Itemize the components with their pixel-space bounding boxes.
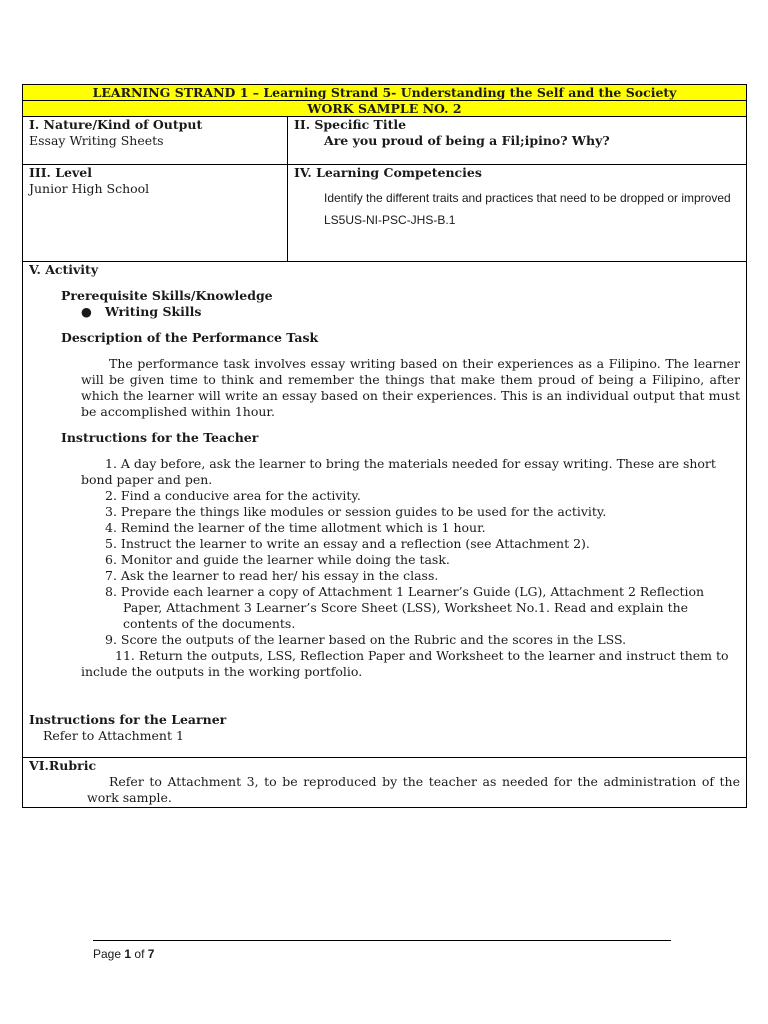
rubric-text: Refer to Attachment 3, to be reproduced by the teacher as needed for the administration of the work sample. [87, 774, 741, 805]
teacher-item: 2. Find a conducive area for the activity. [105, 488, 361, 503]
teacher-item: 1. A day before, ask the learner to bring the materials needed for essay writing. These are short bond paper and pen. [81, 456, 716, 487]
teacher-item: 11. Return the outputs, LSS, Reflection Paper and Worksheet to the learner and instruct them to include the outputs in the working portfolio. [81, 648, 729, 679]
teacher-item: 9. Score the outputs of the learner based on the Rubric and the scores in the LSS. [105, 632, 627, 647]
page-total: 7 [147, 947, 155, 961]
teacher-item: 3. Prepare the things like modules or session guides to be used for the activity. [105, 504, 607, 519]
description-text: The performance task involves essay writing based on their experiences as a Filipino. The learner will be given time to think and remember the things that make them proud of being a Filipino, after which the learner will write an essay based on their experiences. This is an individual output that must be accomplished within 1hour. [81, 356, 741, 419]
teacher-item: 5. Instruct the learner to write an essay and a reflection (see Attachment 2). [105, 536, 590, 551]
nature-cell [23, 117, 288, 165]
learner-instructions-heading: Instructions for the Learner [29, 712, 227, 727]
competencies-text: Identify the different traits and practices that need to be dropped or improved [324, 191, 731, 205]
competencies-cell [288, 165, 747, 262]
bullet-icon: ● [81, 304, 105, 319]
page-footer [93, 940, 671, 961]
learner-instructions-text: Refer to Attachment 1 [43, 728, 184, 743]
title-heading: II. Specific Title [294, 117, 407, 132]
title-value: Are you proud of being a Fil;ipino? Why? [324, 133, 610, 148]
prereq-item [29, 304, 740, 320]
of-label: of [134, 947, 145, 961]
page-number [93, 947, 671, 961]
rubric-heading: VI.Rubric [29, 758, 97, 773]
teacher-item: 7. Ask the learner to read her/ his essay in the class. [105, 568, 439, 583]
teacher-instructions-list [29, 456, 740, 680]
page-current: 1 [124, 947, 132, 961]
title-cell [288, 117, 747, 165]
work-sample-document [22, 84, 746, 808]
work-sample-number: WORK SAMPLE NO. 2 [23, 101, 747, 117]
footer-divider [93, 940, 671, 941]
activity-heading: V. Activity [29, 262, 99, 277]
learning-strand-header: LEARNING STRAND 1 – Learning Strand 5- Understanding the Self and the Society [23, 85, 747, 101]
level-heading: III. Level [29, 165, 92, 180]
page-label: Page [93, 947, 122, 961]
level-value: Junior High School [29, 181, 150, 196]
teacher-item: 4. Remind the learner of the time allotment which is 1 hour. [105, 520, 486, 535]
nature-value: Essay Writing Sheets [29, 133, 164, 148]
prereq-heading: Prerequisite Skills/Knowledge [61, 288, 273, 303]
level-cell [23, 165, 288, 262]
competencies-heading: IV. Learning Competencies [294, 165, 482, 180]
nature-heading: I. Nature/Kind of Output [29, 117, 203, 132]
teacher-item: 8. Provide each learner a copy of Attachment 1 Learner’s Guide (LG), Attachment 2 Reflection Paper, Attachment 3 Learner’s Score Sheet (LSS), Worksheet No.1. Read and explain the contents of the documents. [105, 584, 705, 631]
competency-code: LS5US-NI-PSC-JHS-B.1 [324, 213, 456, 227]
activity-cell [23, 262, 747, 758]
work-sample-table [22, 84, 747, 808]
prereq-item-label: Writing Skills [104, 304, 202, 319]
description-heading: Description of the Performance Task [61, 330, 319, 345]
teacher-item: 6. Monitor and guide the learner while doing the task. [105, 552, 450, 567]
teacher-instructions-heading: Instructions for the Teacher [61, 430, 259, 445]
rubric-cell [23, 758, 747, 808]
